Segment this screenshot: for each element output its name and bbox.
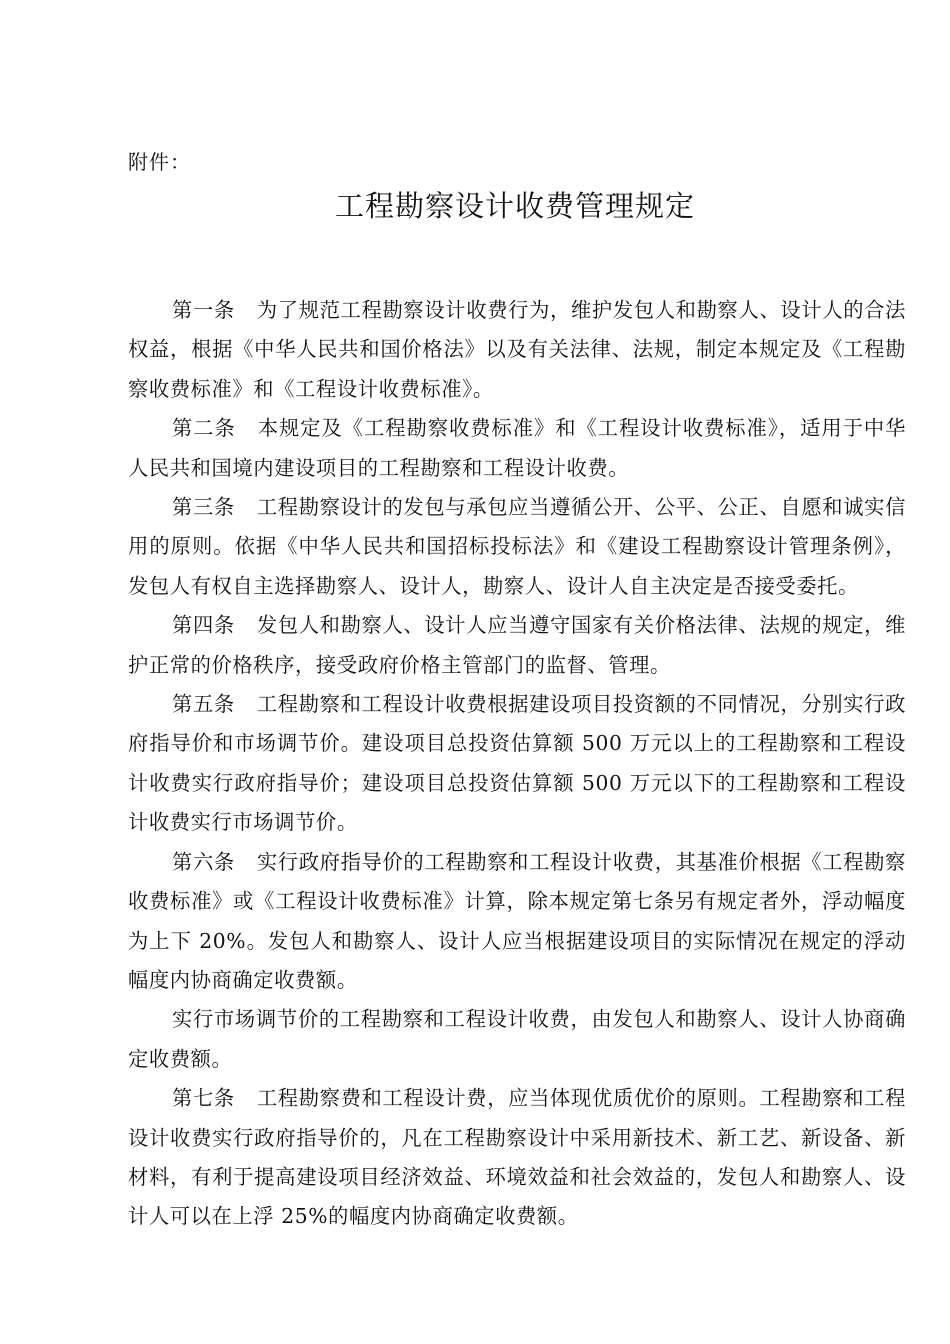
- article-number: 第三条: [172, 495, 235, 520]
- article-number: 第二条: [172, 416, 236, 441]
- article-number: 第五条: [172, 692, 235, 717]
- article-number: 第四条: [172, 613, 235, 638]
- article-text: 本规定及《工程勘察收费标准》和《工程设计收费标准》，适用于中华人民共和国境内建设项目的工程勘察和工程设计收费。: [128, 416, 906, 480]
- article-4: [128, 606, 906, 685]
- article-7: [128, 1079, 906, 1237]
- article-3: [128, 488, 906, 606]
- attachment-label: 附件：: [128, 150, 191, 174]
- article-number: 第六条: [172, 849, 235, 874]
- article-6: [128, 843, 906, 1001]
- article-text: 实行政府指导价的工程勘察和工程设计收费，其基准价根据《工程勘察收费标准》或《工程设计收费标准》计算，除本规定第七条另有规定者外，浮动幅度为上下 20%。发包人和勘察人、设计人应当根据建设项目的实际情况在规定的浮动幅度内协商确定收费额。: [128, 849, 906, 992]
- article-1: [128, 291, 906, 409]
- document-title: 工程勘察设计收费管理规定: [334, 189, 695, 223]
- article-text: 工程勘察设计的发包与承包应当遵循公开、公平、公正、自愿和诚实信用的原则。依据《中华人民共和国招标投标法》和《建设工程勘察设计管理条例》，发包人有权自主选择勘察人、设计人，勘察人、设计人自主决定是否接受委托。: [128, 495, 906, 598]
- article-number: 第七条: [172, 1086, 235, 1111]
- article-number: 第一条: [172, 298, 235, 322]
- article-text: 实行市场调节价的工程勘察和工程设计收费，由发包人和勘察人、设计人协商确定收费额。: [128, 1007, 906, 1071]
- article-5: [128, 685, 906, 843]
- document-body: [128, 291, 906, 1237]
- article-text: 工程勘察和工程设计收费根据建设项目投资额的不同情况，分别实行政府指导价和市场调节价。建设项目总投资估算额 500 万元以上的工程勘察和工程设计收费实行政府指导价；建设项目总投资估算额 500 万元以下的工程勘察和工程设计收费实行市场调节价。: [128, 692, 906, 835]
- article-text: 发包人和勘察人、设计人应当遵守国家有关价格法律、法规的规定，维护正常的价格秩序，接受政府价格主管部门的监督、管理。: [128, 613, 906, 677]
- article-text: 为了规范工程勘察设计收费行为，维护发包人和勘察人、设计人的合法权益，根据《中华人民共和国价格法》以及有关法律、法规，制定本规定及《工程勘察收费标准》和《工程设计收费标准》。: [128, 298, 906, 401]
- article-6-continuation: [128, 1000, 906, 1079]
- article-2: [128, 409, 906, 488]
- article-text: 工程勘察费和工程设计费，应当体现优质优价的原则。工程勘察和工程设计收费实行政府指导价的，凡在工程勘察设计中采用新技术、新工艺、新设备、新材料，有利于提高建设项目经济效益、环境效益和社会效益的，发包人和勘察人、设计人可以在上浮 25%的幅度内协商确定收费额。: [128, 1086, 906, 1229]
